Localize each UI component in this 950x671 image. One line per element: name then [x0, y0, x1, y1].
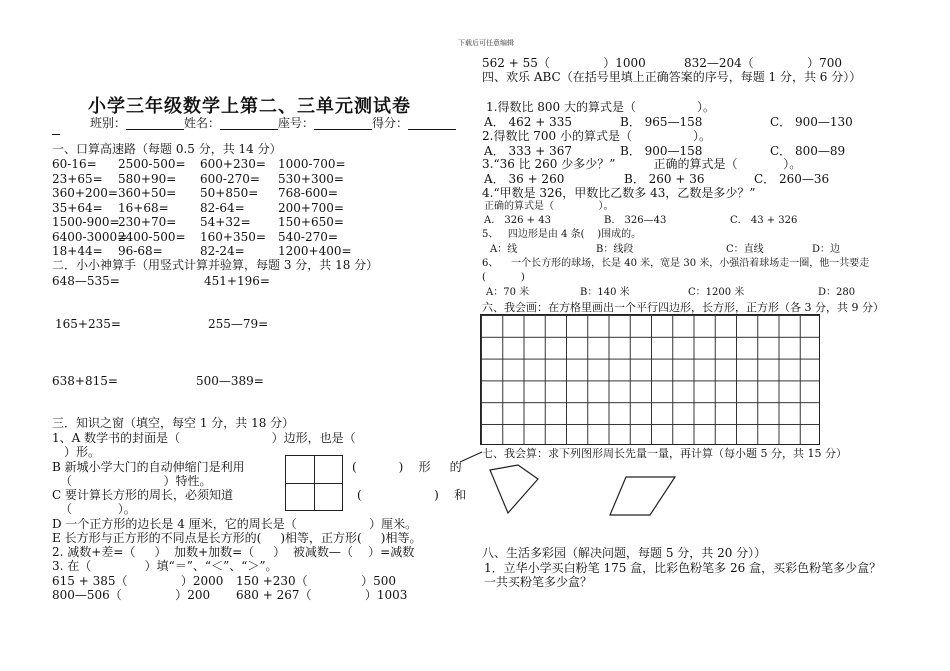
compare-2: 150 +230（ ）500 [236, 574, 396, 588]
vertical-calc-3: 165+235= [55, 317, 121, 331]
q4-1-opt-c: C． 900—130 [770, 115, 853, 129]
oral-calc-item: 6400-3000= [52, 229, 128, 244]
q4-2-opt-c: C． 800—89 [770, 144, 846, 158]
vertical-calc-1: 648—535= [52, 274, 120, 288]
q4-4-sub: 正确的算式是（ ）。 [484, 201, 614, 212]
oral-calc-item: 530+300= [278, 171, 344, 186]
score-label: 得分： [372, 116, 409, 130]
q4-6-text: 6、 一个长方形的球场，长是 40 米，宽是 30 米，小强沿着球场走一圈，他一共要走 [482, 258, 870, 269]
q4-1-text: 1.得数比 800 大的算式是（ ）。 [486, 100, 716, 114]
q4-5-opt-b: B：线段 [596, 244, 634, 255]
oral-calc-item: 50+850= [200, 186, 259, 200]
q1g-text: D 一个正方形的边长是 4 厘米，它的周长是（ ）厘米。 [52, 517, 418, 531]
section-6-heading: 六、我会画：在方格里画出一个平行四边形，长方形，正方形（各 3 分，共 9 分） [482, 301, 884, 314]
oral-calc-item: 600-270= [200, 171, 260, 186]
compare-1: 615 + 385（ ）2000 [52, 574, 224, 588]
q4-5-opt-a: A：线 [490, 244, 518, 255]
q4-3-opt-a: A． 36 + 260 [484, 172, 565, 186]
section-2-heading: 二．小小神算手（用竖式计算并验算，每题 3 分，共 18 分） [52, 258, 379, 272]
oral-calc-item: 768-600= [278, 186, 338, 200]
oral-calc-item: 150+650= [278, 215, 344, 229]
oral-calc-item: 360+200= [52, 186, 118, 200]
section-4-heading: 四、欢乐 ABC（在括号里填上正确答案的序号，每题 1 分，共 6 分）） [482, 70, 862, 84]
oral-calc-item: 1500-900= [52, 215, 120, 229]
q4-1-opt-b: B． 965—158 [620, 115, 703, 129]
compare-4: 680 + 267（ ）1003 [236, 588, 408, 602]
q1h-text: E 长方形与正方形的不同点是长方形的( )相等，正方形( )相等。 [52, 531, 422, 545]
q4-5-opt-c: C：直线 [726, 244, 764, 255]
oral-calc-item: 600+230= [200, 157, 266, 171]
short-line-mark [460, 452, 482, 462]
oral-calc-item: 540-270= [278, 229, 338, 244]
student-info-line [90, 116, 456, 130]
quadrilateral-figure [490, 465, 538, 513]
oral-calc-item: 82-64= [200, 200, 245, 215]
oral-calc-item: 1200+400= [278, 244, 352, 258]
q4-2-opt-b: B． 900—158 [620, 144, 703, 158]
oral-calc-item: 82-24= [200, 244, 245, 258]
q4-3-text: 3.“36 比 260 少多少？” 正确的算式是（ ）。 [482, 157, 802, 171]
q4-5-opt-d: D：边 [812, 244, 841, 255]
q1c-text: B 新城小学大门的自动伸缩门是利用 [52, 460, 245, 474]
q4-6-opt-c: C：1200 米 [688, 287, 745, 298]
oral-calc-item: 16+68= [118, 200, 169, 215]
class-blank[interactable] [126, 117, 184, 130]
drawing-grid[interactable] [480, 314, 820, 445]
seat-label: 座号： [278, 116, 315, 130]
oral-calc-item: 200+700= [278, 200, 344, 215]
q4-6-blank: ( ) [482, 272, 525, 283]
q1b-text: ）形。 [64, 445, 101, 459]
q1d-text: （ ）特性。 [60, 474, 212, 488]
oral-calc-item: 360+50= [118, 186, 177, 200]
parallelogram-figure [610, 477, 675, 515]
oral-calc-item: 2500-500= [118, 157, 186, 171]
section-3-heading: 三．知识之窗（填空，每空 1 分，共 18 分） [52, 416, 295, 430]
page-title: 小学三年级数学上第二、三单元测试卷 [88, 96, 411, 117]
vertical-calc-6: 500—389= [196, 374, 264, 388]
q4-6-opt-b: B：140 米 [580, 287, 630, 298]
q3-text: 3. 在（ ）填“＝”、“＜”、“＞”。 [52, 559, 278, 573]
q2-text: 2. 减数+差=（ ） 加数+加数=（ ） 被减数—（ ）=减数 [52, 545, 415, 559]
compare-3: 800—506（ ）200 [52, 588, 211, 602]
q4-1-opt-a: A． 462 + 335 [484, 115, 572, 129]
vertical-calc-5: 638+815= [52, 374, 118, 388]
name-blank[interactable] [220, 117, 278, 130]
name-label: 姓名： [184, 116, 221, 130]
q4-2-opt-a: A． 333 + 367 [484, 144, 572, 158]
q1a-text: 1、A 数学书的封面是（ ）边形，也是（ [52, 431, 356, 445]
q1c-blank: ( ) 形 的 [352, 460, 462, 474]
oral-calc-item: 2400-500= [118, 229, 186, 244]
q8-1-text: 1．立华小学买白粉笔 175 盒，比彩色粉笔多 26 盒，买彩色粉笔多少盒？ [484, 561, 882, 575]
q4-5-text: 5、 四边形是由 4 条( )围成的。 [482, 229, 642, 240]
q4-6-opt-a: A：70 米 [486, 287, 530, 298]
oral-calc-item: 18+44= [52, 244, 103, 258]
oral-calc-item: 35+64= [52, 200, 103, 215]
vertical-calc-4: 255—79= [208, 317, 269, 331]
q1f-text: （ ）。 [60, 502, 136, 516]
section-8-heading: 八、生活多彩园（解决问题，每题 5 分，共 20 分）） [482, 546, 767, 560]
q4-4-text: 4.“甲数是 326，甲数比乙数多 43，乙数是多少？” [482, 186, 756, 200]
oral-calc-item: 230+70= [118, 215, 177, 229]
seat-blank[interactable] [314, 117, 372, 130]
perimeter-figures [460, 440, 880, 520]
section-1-heading: 一、口算高速路（每题 0.5 分，共 14 分） [52, 142, 282, 156]
section-7-heading: 七、我会算：求下列图形周长先量一量，再计算（每小题 5 分，共 15 分） [482, 447, 847, 460]
oral-calc-item: 1000-700= [278, 157, 346, 171]
header-note: 下载后可任意编辑 [458, 39, 514, 47]
q4-4-opt-a: A． 326 + 43 [484, 215, 551, 226]
oral-calc-item: 160+350= [200, 229, 266, 244]
q1e-blank: ( ) 和 [357, 488, 467, 502]
q4-3-opt-b: B． 260 + 36 [624, 172, 705, 186]
oral-calc-item: 96-68= [118, 244, 163, 258]
oral-calc-item: 60-16= [52, 157, 97, 171]
q1e-text: C 要计算长方形的周长，必须知道 [52, 488, 233, 502]
q4-2-text: 2.得数比 700 小的算式是（ ）。 [482, 129, 712, 143]
class-label: 班别： [90, 116, 127, 130]
compare-top-line: 562 + 55（ ）1000 832—204（ ）700 [482, 56, 843, 70]
dash-mark [52, 134, 60, 135]
oral-calc-item: 23+65= [52, 171, 103, 186]
q4-6-opt-d: D：280 [818, 287, 856, 298]
score-blank[interactable] [408, 117, 456, 130]
oral-calc-item: 54+32= [200, 215, 251, 229]
q8-1-followup: 一共买粉笔多少盒？ [484, 575, 593, 589]
grid-figure-box [285, 455, 343, 511]
vertical-calc-2: 451+196= [204, 274, 270, 288]
q4-3-opt-c: C． 260—36 [754, 172, 830, 186]
q4-4-opt-b: B． 326—43 [604, 215, 667, 226]
oral-calc-item: 580+90= [118, 171, 177, 186]
q4-4-opt-c: C． 43 + 326 [730, 215, 798, 226]
